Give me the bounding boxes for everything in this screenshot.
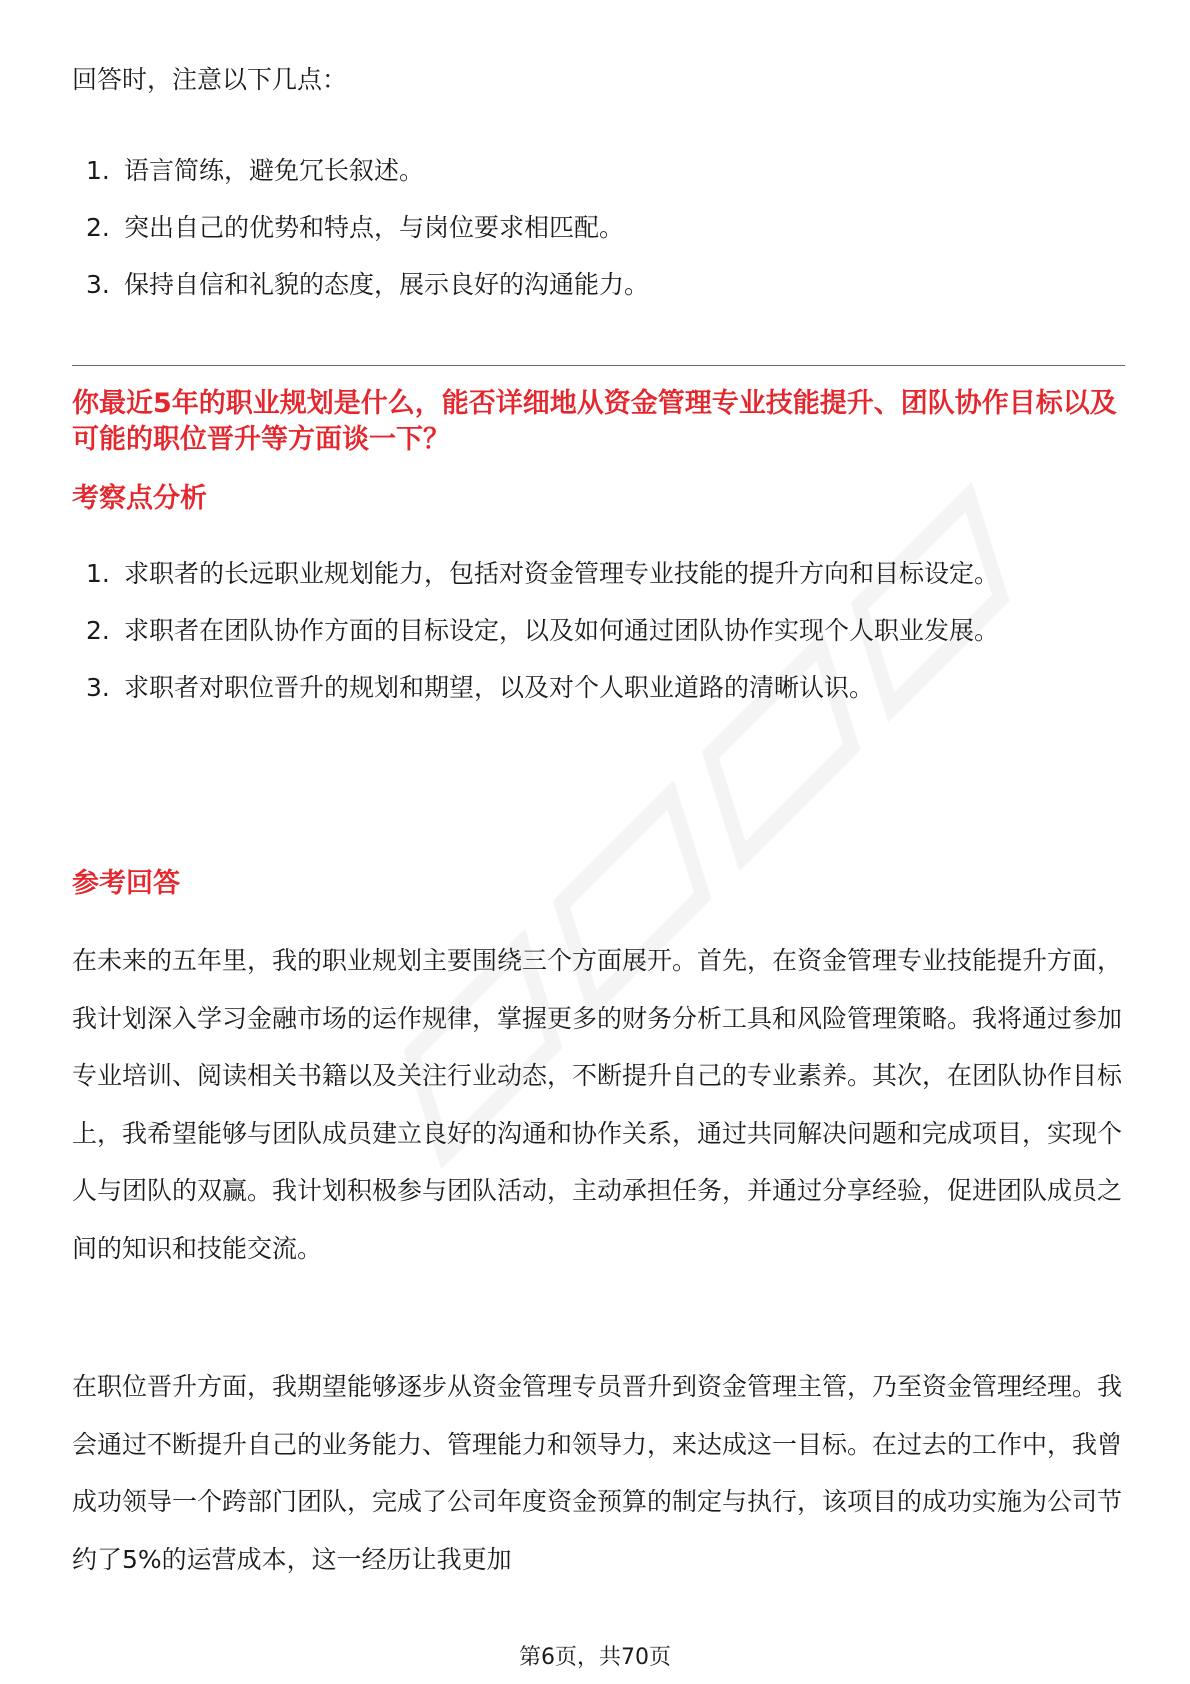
list-item: 3. 保持自信和礼貌的态度，展示良好的沟通能力。 [86,270,650,299]
section-divider [72,365,1125,366]
question-heading: 你最近5年的职业规划是什么，能否详细地从资金管理专业技能提升、团队协作目标以及可能的职位晋升等方面谈一下？ [72,388,1117,455]
answer-paragraph: 在未来的五年里，我的职业规划主要围绕三个方面展开。首先，在资金管理专业技能提升方面，我计划深入学习金融市场的运作规律，掌握更多的财务分析工具和风险管理策略。我将通过参加专业培训、阅读相关书籍以及关注行业动态，不断提升自己的专业素养。其次，在团队协作目标上，我希望能够与团队成员建立良好的沟通和协作关系，通过共同解决问题和完成项目，实现个人与团队的双赢。我计划积极参与团队活动，主动承担任务，并通过分享经验，促进团队成员之间的知识和技能交流。 [72,946,1123,1263]
list-item: 2. 突出自己的优势和特点，与岗位要求相匹配。 [86,213,625,242]
list-item: 1. 语言简练，避免冗长叙述。 [86,156,425,185]
analysis-title: 考察点分析 [72,483,207,514]
answer-paragraph: 在职位晋升方面，我期望能够逐步从资金管理专员晋升到资金管理主管，乃至资金管理经理。我会通过不断提升自己的业务能力、管理能力和领导力，来达成这一目标。在过去的工作中，我曾成功领导一个跨部门团队，完成了公司年度资金预算的制定与执行，该项目的成功实施为公司节约了5%的运营成本，这一经历让我更加 [72,1372,1123,1574]
analysis-list [72,545,1107,716]
page-footer: 第6页，共70页 [519,1645,671,1670]
list-item: 3. 求职者对职位晋升的规划和期望，以及对个人职业道路的清晰认识。 [86,673,875,702]
answer-title: 参考回答 [72,868,180,899]
intro-text: 回答时，注意以下几点： [72,65,348,94]
list-item: 2. 求职者在团队协作方面的目标设定，以及如何通过团队协作实现个人职业发展。 [86,616,1000,645]
list-item: 1. 求职者的长远职业规划能力，包括对资金管理专业技能的提升方向和目标设定。 [86,559,1000,588]
tips-list [72,142,1107,313]
